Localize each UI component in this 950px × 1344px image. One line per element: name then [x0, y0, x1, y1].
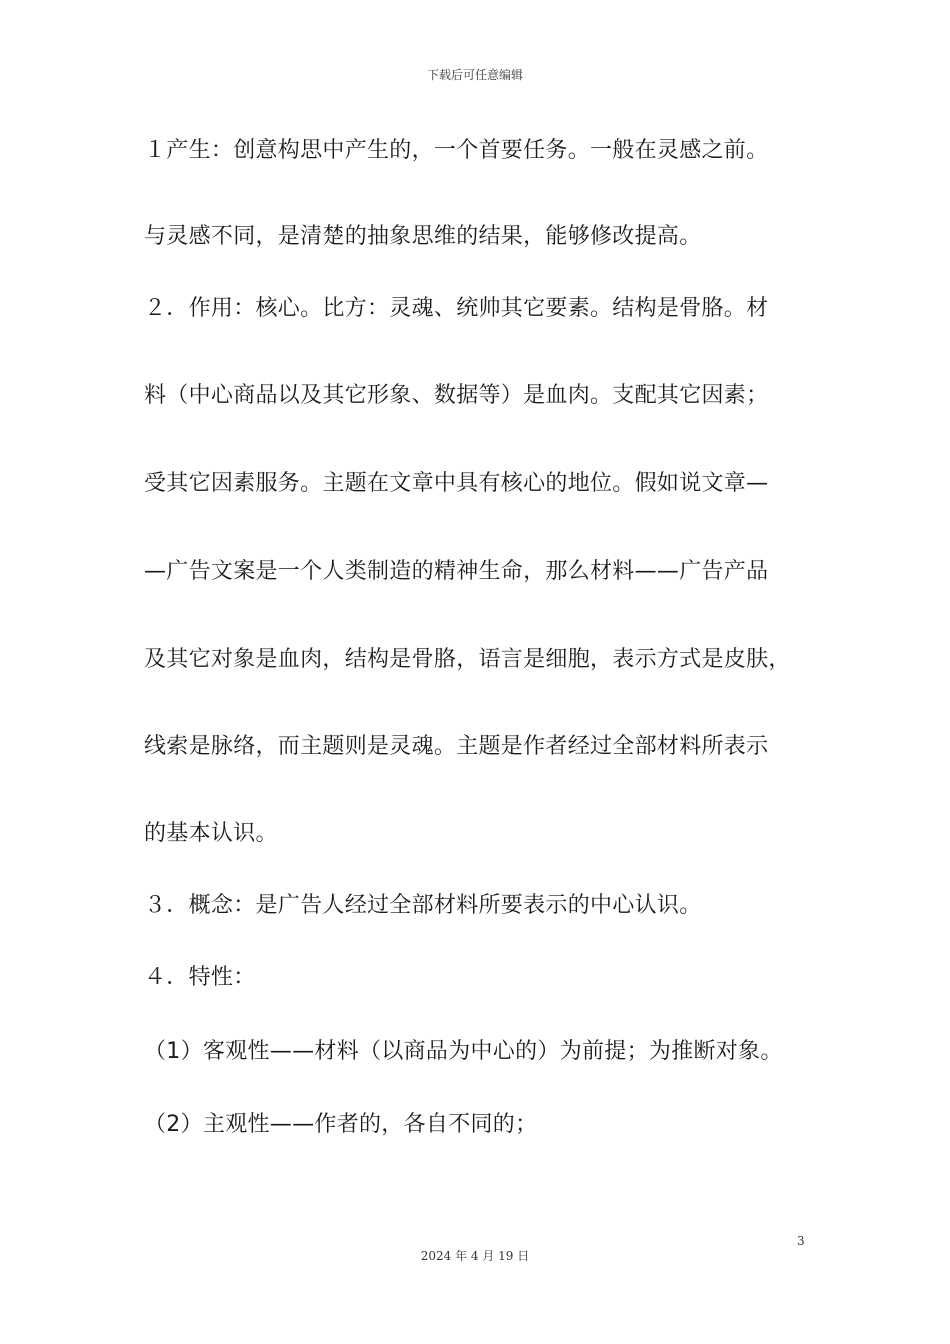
body-line-3: ２．作用：核心。比方：灵魂、统帅其它要素。结构是骨胳。材: [144, 296, 769, 321]
body-line-12: （1）客观性——材料（以商品为中心的）为前提；为推断对象。: [144, 1039, 783, 1064]
body-line-5: 受其它因素服务。主题在文章中具有核心的地位。假如说文章—: [144, 471, 769, 496]
body-line-2: 与灵感不同，是清楚的抽象思维的结果，能够修改提高。: [144, 224, 702, 249]
body-line-10: ３．概念：是广告人经过全部材料所要表示的中心认识。: [144, 893, 702, 918]
body-line-4: 料（中心商品以及其它形象、数据等）是血肉。支配其它因素；: [144, 383, 769, 408]
body-line-11: ４．特性：: [144, 965, 256, 990]
body-line-8: 线索是脉络，而主题则是灵魂。主题是作者经过全部材料所表示: [144, 734, 769, 759]
footer-date: 2024 年 4 月 19 日: [420, 1249, 530, 1263]
body-line-9: 的基本认识。: [144, 821, 278, 846]
page-header: 下载后可任意编辑: [426, 68, 523, 82]
body-line-13: （2）主观性——作者的，各自不同的；: [144, 1112, 538, 1137]
body-line-1: １产生：创意构思中产生的，一个首要任务。一般在灵感之前。: [144, 138, 769, 163]
body-line-7: 及其它对象是血肉，结构是骨胳，语言是细胞，表示方式是皮肤，: [144, 647, 791, 672]
page-number: 3: [797, 1234, 805, 1248]
body-line-6: —广告文案是一个人类制造的精神生命，那么材料——广告产品: [144, 559, 769, 584]
